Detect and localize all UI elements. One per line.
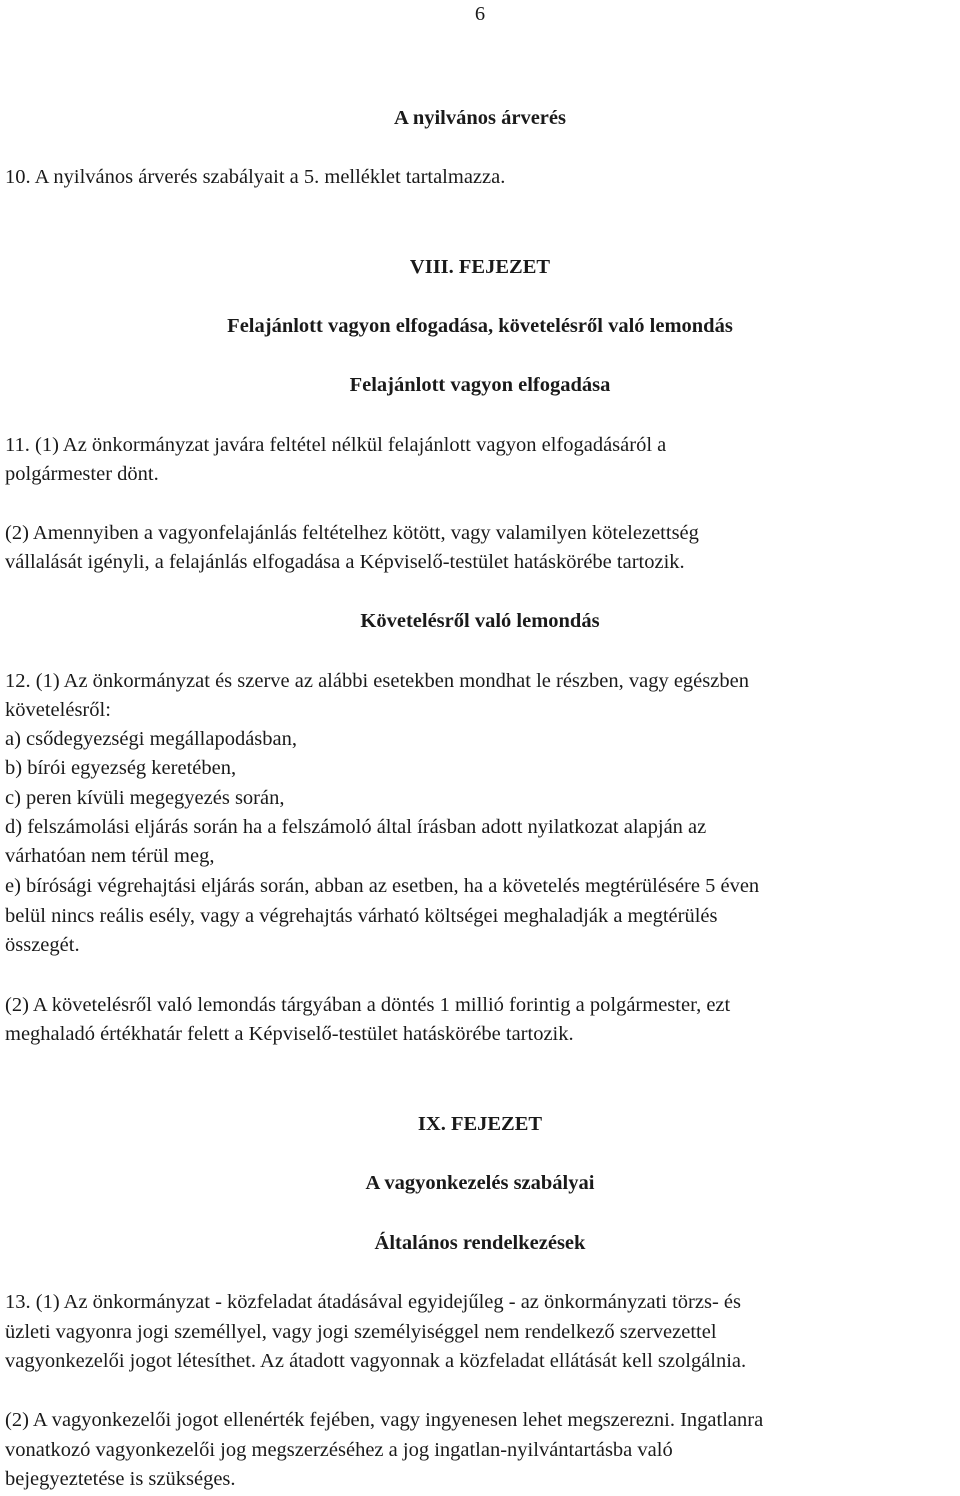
paragraph-11-2-line1: (2) Amennyiben a vagyonfelajánlás feltételhez kötött, vagy valamilyen kötelezettség xyxy=(5,522,699,544)
paragraph-12-1-line2: követelésről: xyxy=(5,699,111,721)
waiver-heading: Követelésről való lemondás xyxy=(360,610,600,632)
list-item-d-line1: d) felszámolási eljárás során ha a felszámoló által írásban adott nyilatkozat alapján az xyxy=(5,816,707,838)
chapter-9-subtitle: A vagyonkezelés szabályai xyxy=(365,1172,595,1194)
paragraph-13-1-line1: 13. (1) Az önkormányzat - közfeladat átadásával egyidejűleg - az önkormányzati törzs- és xyxy=(5,1291,741,1313)
offered-assets-heading: Felajánlott vagyon elfogadása xyxy=(349,374,611,396)
list-item-e-line3: összegét. xyxy=(5,934,80,956)
chapter-8-title: VIII. FEJEZET xyxy=(409,256,551,278)
paragraph-13-2-line2: vonatkozó vagyonkezelői jog megszerzéséhez a jog ingatlan-nyilvántartásba való xyxy=(5,1439,673,1461)
paragraph-12-2-line2: meghaladó értékhatár felett a Képviselő-testület hatáskörébe tartozik. xyxy=(5,1023,574,1045)
paragraph-13-1-line2: üzleti vagyonra jogi személlyel, vagy jogi személyiséggel nem rendelkező szervezettel xyxy=(5,1321,717,1343)
general-provisions-heading: Általános rendelkezések xyxy=(374,1232,586,1254)
paragraph-12-2-line1: (2) A követelésről való lemondás tárgyában a döntés 1 millió forintig a polgármester, ezt xyxy=(5,994,731,1016)
page-number: 6 xyxy=(474,3,486,25)
list-item-a: a) csődegyezségi megállapodásban, xyxy=(5,728,298,750)
paragraph-11-1-line1: 11. (1) Az önkormányzat javára feltétel nélkül felajánlott vagyon elfogadásáról a xyxy=(5,434,667,456)
list-item-c: c) peren kívüli megegyezés során, xyxy=(5,787,285,809)
paragraph-11-1-line2: polgármester dönt. xyxy=(5,463,159,485)
paragraph-12-1-line1: 12. (1) Az önkormányzat és szerve az alábbi esetekben mondhat le részben, vagy egészben xyxy=(5,670,749,692)
chapter-9-title: IX. FEJEZET xyxy=(417,1113,543,1135)
paragraph-11-2-line2: vállalását igényli, a felajánlás elfogadása a Képviselő-testület hatáskörébe tartozik. xyxy=(5,551,685,573)
paragraph-13-1-line3: vagyonkezelői jogot létesíthet. Az átadott vagyonnak a közfeladat ellátását kell szolgálnia. xyxy=(5,1350,747,1372)
list-item-b: b) bírói egyezség keretében, xyxy=(5,757,237,779)
chapter-8-subtitle: Felajánlott vagyon elfogadása, követelésről való lemondás xyxy=(227,315,733,337)
paragraph-10: 10. A nyilvános árverés szabályait a 5. melléklet tartalmazza. xyxy=(5,166,506,188)
list-item-e-line2: belül nincs reális esély, vagy a végrehajtás várható költségei meghaladják a megtérülés xyxy=(5,905,718,927)
list-item-e-line1: e) bírósági végrehajtási eljárás során, abban az esetben, ha a követelés megtérülésére 5 éven xyxy=(5,875,760,897)
paragraph-13-2-line3: bejegyeztetése is szükséges. xyxy=(5,1468,236,1490)
paragraph-13-2-line1: (2) A vagyonkezelői jogot ellenérték fejében, vagy ingyenesen lehet megszerezni. Ingatlanra xyxy=(5,1409,764,1431)
auction-heading: A nyilvános árverés xyxy=(394,107,566,129)
list-item-d-line2: várhatóan nem térül meg, xyxy=(5,845,215,867)
